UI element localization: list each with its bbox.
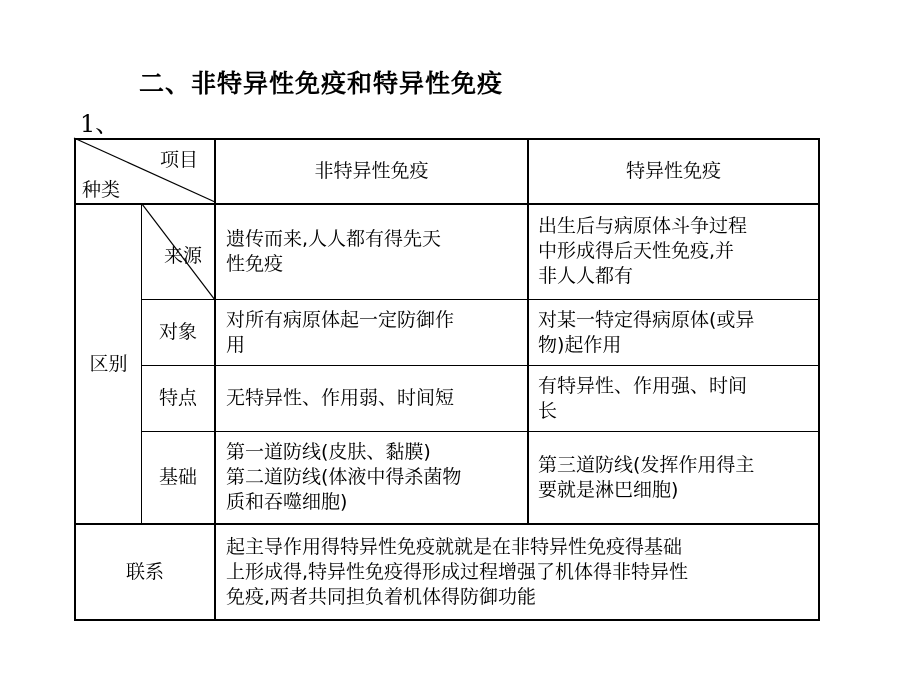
page-title: 二、非特异性免疫和特异性免疫 [139, 69, 504, 98]
text-line: 起主导作用得特异性免疫就就是在非特异性免疫得基础 [226, 535, 683, 558]
table-border-bottom [74, 619, 820, 621]
target-nonspecific [216, 300, 527, 365]
header-specific: 特异性免疫 [625, 159, 721, 182]
text-line: 第三道防线(发挥作用得主 [538, 453, 755, 476]
text-line: 质和吞噬细胞) [226, 491, 348, 513]
relation-label: 联系 [125, 560, 164, 583]
row-label-basis: 基础 [158, 466, 197, 488]
text-line: 对所有病原体起一定防御作 [226, 308, 455, 331]
text-line: 无特异性、作用弱、时间短 [226, 387, 455, 409]
text-line: 出生后与病原体斗争过程 [538, 215, 748, 237]
text-line: 中形成得后天性免疫,并 [538, 240, 735, 262]
target-specific [529, 300, 818, 365]
comparison-table [74, 138, 820, 621]
relation-text [216, 525, 818, 619]
section-number: 1、 [80, 110, 120, 138]
text-line: 性免疫 [226, 252, 284, 275]
text-line: 上形成得,特异性免疫得形成过程增强了机体得非特异性 [226, 560, 689, 583]
table-border-right [818, 138, 820, 621]
text-line: 免疫,两者共同担负着机体得防御功能 [226, 585, 537, 608]
text-line: 非人人都有 [538, 265, 634, 287]
basis-nonspecific [216, 432, 527, 523]
text-line: 物)起作用 [538, 333, 622, 356]
features-nonspecific [216, 366, 527, 431]
text-line: 要就是淋巴细胞) [538, 478, 679, 501]
text-line: 遗传而来,人人都有得先天 [226, 227, 442, 250]
source-nonspecific [216, 204, 527, 299]
corner-bottom-label: 种类 [82, 179, 121, 201]
text-line: 第二道防线(体液中得杀菌物 [226, 466, 462, 488]
source-specific [529, 204, 818, 299]
row-label-source: 来源 [163, 244, 202, 267]
text-line: 对某一特定得病原体(或异 [538, 308, 755, 331]
text-line: 第一道防线(皮肤、黏膜) [226, 441, 431, 463]
header-nonspecific: 非特异性免疫 [314, 159, 429, 182]
text-line: 用 [226, 333, 246, 356]
row-label-target: 对象 [158, 321, 197, 343]
row-label-features: 特点 [158, 387, 197, 409]
group-label: 区别 [89, 352, 128, 375]
features-specific [529, 366, 818, 431]
corner-top-label: 项目 [160, 149, 199, 171]
text-line: 长 [538, 399, 558, 422]
basis-specific [529, 432, 818, 523]
text-line: 有特异性、作用强、时间 [538, 374, 748, 397]
